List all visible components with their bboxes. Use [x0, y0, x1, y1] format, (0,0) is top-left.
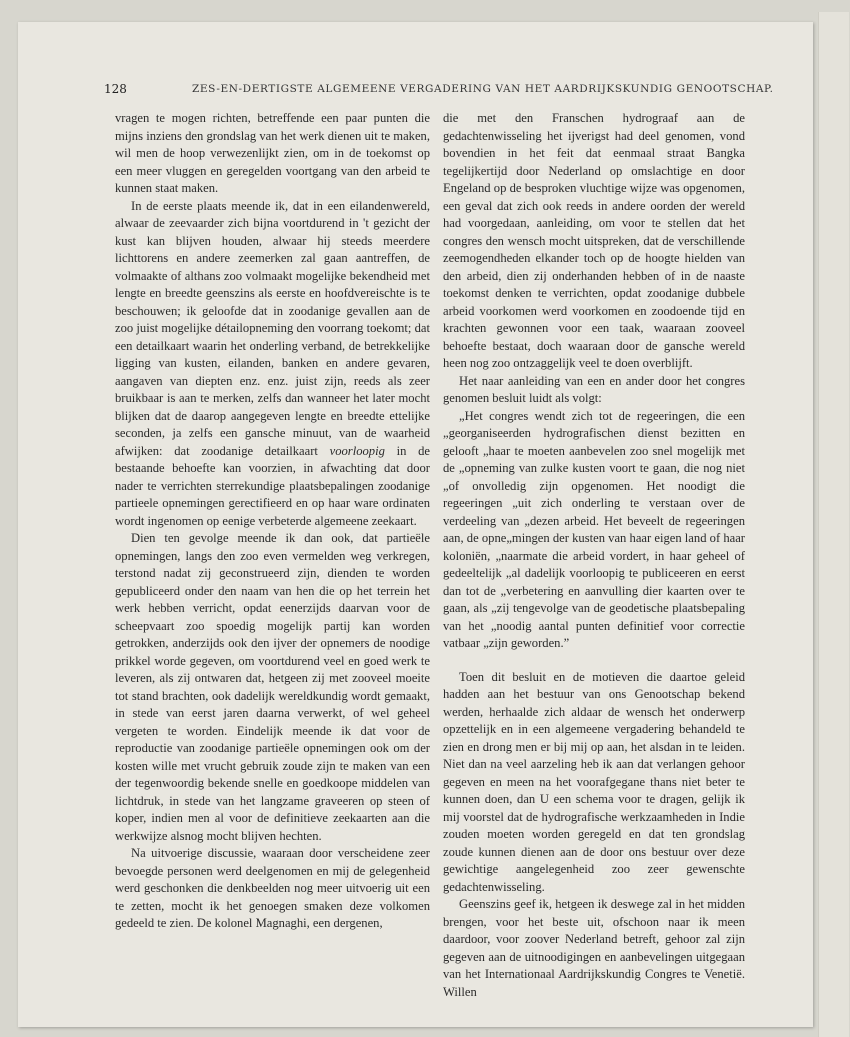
- running-title: ZES-EN-DERTIGSTE ALGEMEENE VERGADERING VAN HET AARDRIJKSKUNDIG GENOOTSCHAP.: [192, 83, 774, 95]
- paragraph: Na uitvoerige discussie, waaraan door verscheidene zeer bevoegde personen werd deelgenomen en mij de gelegenheid werd geschonken die denkbeelden nog meer uitvoerig uit een te zetten, mocht ik het genoegen smaken deze volkomen gedeeld te zien. De kolonel Magnaghi, een dergenen,: [115, 846, 430, 930]
- resolution-quote: „Het congres wendt zich tot de regeeringen, die een „georganiseerden hydrografischen dienst bezitten en gelooft „haar te moeten aanbevelen zoo snel mogelijk met de „opneming van zulke kusten voort te gaan, die nog niet „of onvolledig zijn opgenomen. Het noodigt die regeeringen „uit zich onderling te verstaan over de verdeeling van „dezen arbeid. Het beveelt de regeeringen aan, de opne„mingen der kusten van haar eigen land of haar koloniën, „naarmate die arbeid vordert, in haar geheel of gedeeltelijk „al dadelijk voorloopig te publiceeren en eerst dan tot de „verbetering en aanvulling dier kaarten over te gaan, als „zij tengevolge van de geodetische plaatsbepaling van het „noodig aantal punten definitief voor correctie vatbaar „zijn geworden.”: [443, 408, 745, 650]
- paragraph: Toen dit besluit en de motieven die daartoe geleid hadden aan het bestuur van ons Genootschap bekend werden, herhaalde zich aldaar de wensch het onderwerp opzettelijk en in een algemeene vergadering behandeld te zien en drong men er bij mij op aan, het alsdan in te leiden. Niet dan na veel aarzeling heb ik aan dat verlangen gehoor gegeven en meen na het voorafgegane thans niet beter te kunnen doen, dan U een schema voor te dragen, gelijk ik mij voorstel dat de hydrografische werkzaamheden in Indie zouden moeten worden geregeld en dat ten grondslag zoude kunnen dienen aan de door ons bestuur over deze gewichtige aangelegenheid zoo zeer gewenschte gedachtenwisseling.: [443, 669, 745, 894]
- paragraph: Dien ten gevolge meende ik dan ook, dat partieële opnemingen, langs den zoo even vermelden weg verkregen, terstond nadat zij geconstrueerd zijn, dienden te worden gepubliceerd onder den naam van hen die op het terrein het werk hebben verricht, opdat eenerzijds daarvan voor de scheepvaart zoo spoedig mogelijk partij kan worden getrokken, anderzijds ook den ijver der opnemers de noodige prikkel worde gegeven, om voortdurend veel en goed werk te leveren, als zij ontwaren dat, hetgeen zij met zooveel moeite tot stand brachten, ook dadelijk wereldkundig wordt gemaakt, in stede van eerst jaren daarna verwerkt, of wel geheel vergeten te worden. Eindelijk meende ik dat voor de reproductie van zoodanige partieële opnemingen ook om der kosten wille met vrucht gebruik zoude zijn te maken van een der tegenwoordig bekende snelle en goedkoope middelen van lichtdruk, in stede van het langzame graveeren op steen of koper, indien men al voor de definitieve zeekaarten aan die werkwijze alsnog mocht blijven hechten.: [115, 531, 430, 843]
- emphasis-text: voorloopig: [329, 443, 385, 458]
- paragraph-text: in de bestaande behoefte kan voorzien, in afwachting dat door nader te verrichten sterrekundige plaatsbepalingen zoodanige partieele opnemingen gerectifieerd en op haar ware ordinaten wordt ingenomen op eenige verbeterde algemeene zeekaart.: [115, 443, 430, 528]
- page-number: 128: [104, 82, 127, 96]
- paragraph-text: In de eerste plaats meende ik, dat in een eilandenwereld, alwaar de zeevaarder zich bijna voortdurend in 't gezicht der kust kan blijven houden, alwaar hij steeds meerdere lichttorens en andere zeemerken zal gaan aantreffen, de volmaakte of althans zoo volmaakt mogelijke bekendheid met lengte en breedte geenszins als eerste en hoofdvereischte is te beschouwen; ik geloofde dat in zoodanige gevallen aan de zoo juist mogelijke détailopneming den voorrang toekomt; dat een detailkaart waarin het onderling verband, de betrekkelijke ligging van kusten, eilanden, banken en andere gevaren, aangaven van diepten enz. enz. juist zijn, reeds als zeer bruikbaar is aan te merken, zelfs dan wanneer het later mocht blijken dat de daarop aangegeven lengte en breedte ettelijke seconden, ja zelfs een gansche minuut, van de waarheid afwijken: dat zoodanige detailkaart: [115, 198, 430, 458]
- right-column: [443, 110, 745, 1001]
- adjacent-page-edge: [818, 12, 849, 1037]
- paragraph: die met den Franschen hydrograaf aan de gedachtenwisseling het ijverigst had deel genomen, vond bovendien in het feit dat eenmaal straat Bangka tegelijkertijd door Nederland op omslachtige en door Engeland op de besproken vluchtige wijze was opgenomen, een geval dat zich ook reeds in andere oorden der wereld had voorgedaan, aanleiding, om voor te stellen dat het congres den wensch mocht uitspreken, dat de verschillende zeemogendheden elkander toch op de hoogte hielden van den arbeid, dien zij onderhanden hebben of in de naaste toekomst denken te verrichten, opdat zoodanige dubbele arbeid voorkomen werd voorkomen en zoodoende tijd en krachten gewonnen voor een taak, waaraan zooveel behoefte bestaat, doch waaraan door de gansche wereld heen nog zoo ontzaggelijk veel te doen overblijft.: [443, 111, 745, 370]
- paragraph: vragen te mogen richten, betreffende een paar punten die mijns inziens den grondslag van het werk dienen uit te maken, wil men de hoop verwezenlijkt zien, om in de toekomst op een meer vluggen en geregelden voortgang van den arbeid te kunnen staat maken.: [115, 111, 430, 195]
- left-column: [115, 110, 430, 933]
- paragraph: Het naar aanleiding van een en ander door het congres genomen besluit luidt als volgt:: [443, 373, 745, 405]
- paragraph: [115, 198, 430, 531]
- paragraph: Geenszins geef ik, hetgeen ik deswege zal in het midden brengen, voor het beste uit, ofschoon naar ik meen daardoor, voor zoover Nederland betreft, gehoor zal zijn gegeven aan de uitnoodigingen en aanbevelingen uitgegaan van het Internationaal Aardrijkskundig Congres te Venetië. Willen: [443, 897, 745, 999]
